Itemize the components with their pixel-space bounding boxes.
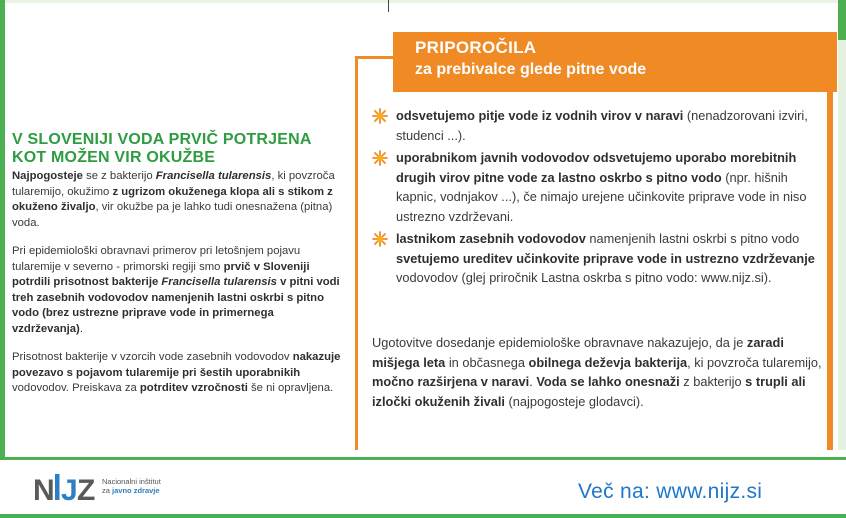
- text: Pri epidemiološki obravnavi primerov pri letošnjem pojavu tularemije v severno - primorski regiji smo: [12, 245, 301, 273]
- text-bold: odsvetujemo pitje vode iz vodnih virov v naravi: [396, 108, 684, 123]
- text-bold: s trupli ali izločki okuženih živali: [372, 374, 806, 409]
- text-bold: Voda se lahko onesnaži: [536, 374, 680, 389]
- list-item: [372, 148, 828, 226]
- recommendations-title: PRIPOROČILA: [415, 38, 537, 57]
- list-item: [372, 106, 828, 145]
- text: , ki povzroča tularemijo,: [687, 354, 822, 370]
- svg-text:N: N: [33, 474, 54, 506]
- text: (najpogosteje glodavci).: [504, 393, 644, 409]
- left-green-border: [0, 0, 5, 460]
- text: .: [79, 322, 83, 335]
- text: Ugotovitve dosedanje epidemiološke obravnave nakazujejo, da je: [372, 335, 747, 350]
- text: vodovodov. Preiskava za: [12, 382, 140, 394]
- list-item: [372, 229, 828, 288]
- more-info-link[interactable]: Več na: www.nijz.si: [578, 480, 763, 503]
- text: , vir okužbe pa je lahko tudi onesnažena (pitna) voda.: [12, 201, 333, 229]
- text-bold: svetujemo ureditev učinkovite priprave vode in ustrezno vzdrževanje: [396, 250, 815, 266]
- text: za: [102, 486, 113, 495]
- left-heading: V SLOVENIJI VODA PRVIČ POTRJENA KOT MOŽEN VIR OKUŽBE: [12, 131, 312, 166]
- svg-text:Z: Z: [77, 474, 96, 506]
- left-column: [12, 131, 342, 397]
- star-bullet-icon: [372, 231, 388, 247]
- footer-top-line: [0, 457, 846, 460]
- paragraph-presence: [12, 350, 342, 397]
- text: z bakterijo: [679, 374, 746, 389]
- text-bold: uporabnikom javnih vodovodov odsvetujemo uporabo morebitnih drugih virov pitne vode za lastno oskrbo s pitno vodo: [396, 150, 797, 185]
- text-bold: Najpogosteje: [12, 170, 83, 182]
- logo-tagline-line1: Nacionalni inštitut: [102, 477, 161, 486]
- nijz-logo[interactable]: [33, 470, 97, 506]
- svg-text:J: J: [61, 474, 78, 506]
- logo-tagline-line2: [102, 486, 161, 495]
- star-bullet-icon: [372, 108, 388, 124]
- text: Prisotnost bakterije v vzorcih vode zasebnih vodovodov: [12, 351, 293, 363]
- footer-bottom-line: [0, 514, 846, 518]
- text: , ki povzroča tularemijo, okužimo: [12, 170, 335, 198]
- star-bullet-icon: [372, 150, 388, 166]
- right-light-border: [838, 40, 846, 450]
- text: javno zdravje: [112, 486, 160, 495]
- paragraph-epidemiology: [12, 244, 342, 337]
- paragraph-infection-source: [12, 169, 342, 231]
- recommendation-list: [372, 106, 828, 291]
- bacteria-name: Francisella tularensis: [155, 170, 272, 182]
- top-frame-line: [5, 0, 838, 3]
- logo-tagline: [102, 477, 161, 495]
- right-green-accent: [838, 0, 846, 40]
- recommendations-subtitle: za prebivalce glede pitne vode: [415, 61, 647, 78]
- text: vodovodov (glej priročnik Lastna oskrba s pitno vodo: www.nijz.si).: [396, 270, 772, 285]
- recommendations-header: [393, 32, 837, 92]
- bacteria-name: Francisella tularensis: [161, 276, 277, 288]
- text-bold: potrditev vzročnosti: [139, 382, 248, 394]
- text-bold: nakazuje povezavo s pojavom tularemije pri šestih uporabnikih: [12, 351, 341, 379]
- text: (nenadzorovani izviri, studenci ...).: [396, 108, 808, 143]
- text: se z bakterijo: [82, 170, 156, 182]
- text-bold: z ugrizom okuženega klopa ali s stikom z okuženo živaljo: [12, 185, 333, 213]
- text: in občasnega: [445, 354, 529, 370]
- text: (npr. hišnih kapnic, vodnjakov ...), če nimajo urejene učinkovite priprave vode in niso ustrezno vzdrževani.: [396, 169, 807, 224]
- text: .: [529, 374, 537, 389]
- text-bold: obilnega deževja bakterija: [528, 354, 688, 370]
- text-bold: lastnikom zasebnih vodovodov: [396, 231, 586, 246]
- text: še ni opravljena.: [247, 382, 334, 394]
- text-bold: v pitni vodi treh zasebnih vodovodov namenjenih lastni oskrbi s pitno vodo (brez ustrezne priprave vode in primernega vzdrževanja): [12, 276, 340, 335]
- top-divider-notch: [388, 0, 389, 12]
- conclusion-paragraph: [372, 333, 828, 411]
- text: namenjenih lastni oskrbi s pitno vodo: [585, 231, 800, 246]
- text-bold: prvič v Sloveniji potrdili prisotnost bakterije: [12, 260, 310, 288]
- text-bold: zaradi mišjega leta: [372, 335, 784, 370]
- text-bold: močno razširjena v naravi: [372, 374, 530, 389]
